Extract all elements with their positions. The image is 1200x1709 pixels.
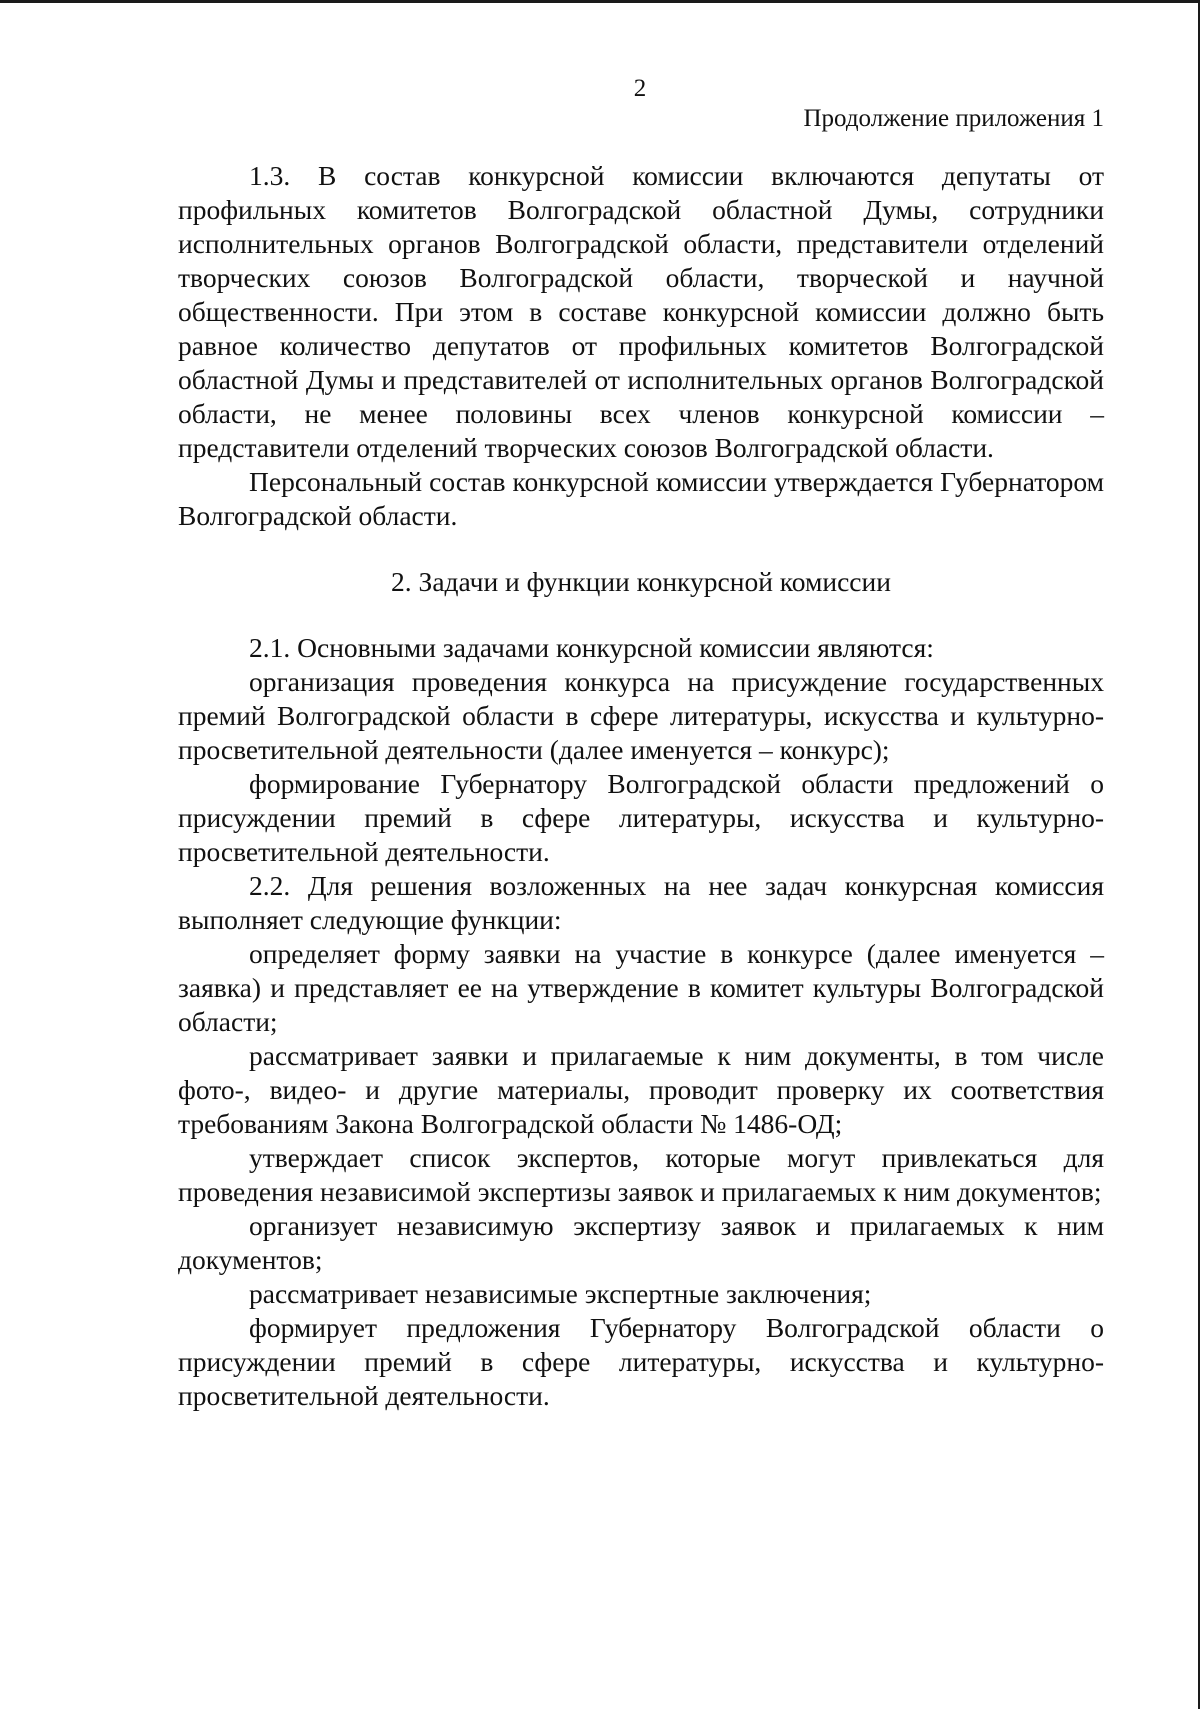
function-item-review-applications: рассматривает заявки и прилагаемые к ним документы, в том числе фото-, видео- и другие материалы, проводит проверку их соответствия требованиям Закона Волгоградской области № 1486-ОД;	[178, 1040, 1104, 1139]
page-number: 2	[633, 75, 647, 102]
task-item-contest-organization: организация проведения конкурса на присуждение государственных премий Волгоградской области в сфере литературы, искусства и культурно-просветительной деятельности (далее именуется – конкурс);	[178, 666, 1104, 765]
function-item-organize-expertise: организует независимую экспертизу заявок и прилагаемых к ним документов;	[178, 1210, 1104, 1275]
document-body	[178, 159, 1104, 1413]
appendix-continuation-note: Продолжение приложения 1	[803, 105, 1104, 132]
function-item-expert-list: утверждает список экспертов, которые могут привлекаться для проведения независимой экспертизы заявок и прилагаемых к ним документов;	[178, 1142, 1104, 1207]
paragraph-1-3: 1.3. В состав конкурсной комиссии включаются депутаты от профильных комитетов Волгоградской областной Думы, сотрудники исполнительных органов Волгоградской области, представители отделений творческих союзов Волгоградской области, творческой и научной общественности. При этом в составе конкурсной комиссии должно быть равное количество депутатов от профильных комитетов Волгоградской областной Думы и представителей от исполнительных органов Волгоградской области, не менее половины всех членов конкурсной комиссии – представители отделений творческих союзов Волгоградской области.	[178, 160, 1104, 463]
function-item-governor-proposals: формирует предложения Губернатору Волгоградской области о присуждении премий в сфере литературы, искусства и культурно-просветительной деятельности.	[178, 1312, 1104, 1411]
paragraph-2-2: 2.2. Для решения возложенных на нее задач конкурсная комиссия выполняет следующие функции:	[178, 870, 1104, 935]
section-heading-2: 2. Задачи и функции конкурсной комиссии	[391, 566, 891, 597]
paragraph-2-1: 2.1. Основными задачами конкурсной комиссии являются:	[249, 632, 934, 663]
scan-border-top	[0, 0, 1200, 3]
function-item-review-conclusions: рассматривает независимые экспертные заключения;	[249, 1278, 872, 1309]
task-item-proposals: формирование Губернатору Волгоградской области предложений о присуждении премий в сфере литературы, искусства и культурно-просветительной деятельности.	[178, 768, 1104, 867]
function-item-application-form: определяет форму заявки на участие в конкурсе (далее именуется – заявка) и представляет ее на утверждение в комитет культуры Волгоградской области;	[178, 938, 1104, 1037]
paragraph-personal-composition: Персональный состав конкурсной комиссии утверждается Губернатором Волгоградской области.	[178, 466, 1104, 531]
